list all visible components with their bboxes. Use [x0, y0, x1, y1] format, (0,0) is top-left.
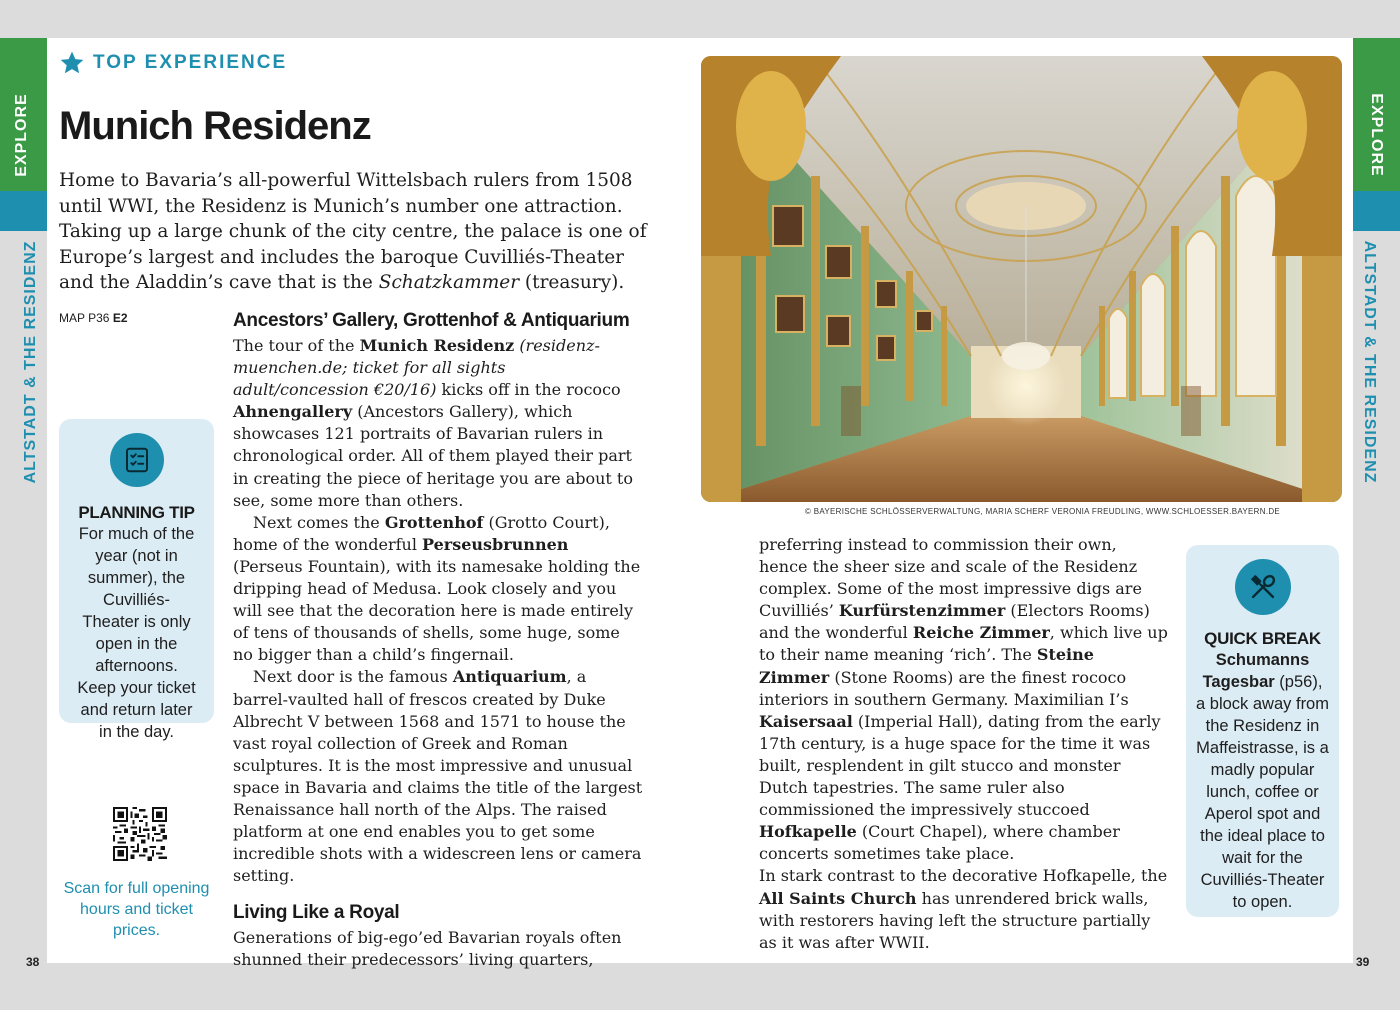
text-run: (Stone Rooms) are the finest rococo interiors in southern Germany. Maximilian I’s [759, 667, 1129, 709]
section-tab-left [0, 191, 47, 231]
paragraph [233, 666, 643, 887]
bold-term: Kaisersaal [759, 711, 853, 731]
text-run: (Electors Rooms) and the wonderful [759, 601, 1150, 643]
text-run: (Imperial Hall), dating from the early 17th century, is a huge space for the time it was built, resplendent in gilt stucco and monster Dutch tapestries. The same ruler also commissioned the impressively stuccoed [759, 711, 1161, 820]
text-run: , which live up to their name meaning ‘rich’. The [759, 623, 1168, 665]
qr-caption: Scan for full opening hours and ticket prices. [63, 880, 210, 939]
photo-credit: © BAYERISCHE SCHLÖSSERVERWALTUNG, MARIA SCHERF VERONIA FREUDLING, WWW.SCHLOESSER.BAYERN.DE [805, 507, 1281, 516]
section-heading-living: Living Like a Royal [233, 902, 400, 924]
star-icon [59, 50, 85, 76]
bold-term: Antiquarium [452, 667, 567, 687]
italic-info: (residenz-muenchen.de; ticket for all sights adult/concession €20/16) [233, 336, 600, 400]
text-run: The tour of the [233, 336, 360, 355]
top-experience-tag [59, 50, 287, 76]
planning-tip-heading: PLANNING TIP [78, 503, 195, 522]
explore-label-right: EXPLORE [1368, 93, 1385, 177]
qr-code[interactable] [113, 806, 167, 862]
text-column-1 [233, 309, 643, 972]
text-run: (Ancestors Gallery), which showcases 121 portraits of Bavarian rulers in chronological order. All of them played their part in creating the piece of heritage you are about to see, some more than others. [233, 402, 633, 510]
text-run: (Perseus Fountain), with its namesake holding the dripping head of Medusa. Look closely and you will see that the decoration here is made entirely of tens of thousands of shells, some huge, some no bigger than a child’s fingernail. [233, 556, 641, 665]
page-title: Munich Residenz [59, 104, 371, 148]
section-tab-right [1353, 191, 1400, 231]
text-run: preferring instead to commission their own, hence the sheer size and scale of the Residenz complex. Some of the most impressive digs are Cuvilliés’ [759, 535, 1142, 621]
bold-term: All Saints Church [759, 888, 917, 908]
section-label-left: ALTSTADT & THE RESIDENZ [22, 240, 39, 484]
bold-term: Hofkapelle [759, 822, 857, 842]
paragraph [759, 534, 1169, 865]
quick-break-box [1186, 545, 1339, 917]
intro-text: Home to Bavaria’s all-powerful Wittelsbach rulers from 1508 until WWI, the Residenz is Munich’s number one attraction. Taking up a large chunk of the city centre, the palace is one of Europe’s largest and includes the baroque Cuvilliés-Theater and the Aladdin’s cave that is the [59, 170, 647, 293]
text-run: (Grotto Court), home of the wonderful [233, 512, 610, 554]
quick-break-heading: QUICK BREAK [1204, 629, 1321, 648]
paragraph [233, 512, 643, 667]
bold-term: Kurfürstenzimmer [838, 601, 1006, 621]
paragraph [759, 865, 1169, 953]
bold-term: Ahnengallery [233, 402, 353, 422]
quick-break-text: (p56), a block away from the Residenz in Maffeistrasse, is a madly popular lunch, coffee or Aperol spot and the ideal place to wait for the Cuvilliés-Theater to open. [1196, 673, 1329, 911]
text-run: kicks off in the rococo [436, 380, 621, 400]
text-run: has unrendered brick walls, with restorers having left the structure partially as it was after WWII. [759, 888, 1151, 952]
fork-knife-icon [1235, 559, 1291, 615]
quick-break-body [1186, 649, 1339, 913]
section-label-right: ALTSTADT & THE RESIDENZ [1361, 240, 1378, 484]
residenz-hall-photo [701, 56, 1342, 502]
bold-term: Perseusbrunnen [422, 534, 569, 554]
bold-term: Steine Zimmer [759, 645, 1094, 687]
text-run: Next comes the [253, 512, 385, 532]
text-run: , a barrel-vaulted hall of frescos created by Duke Albrecht V between 1568 and 1571 to house the vast royal collection of Greek and Roman sculptures. It is the most impressive and unusual space in Bavaria and claims the title of the largest Renaissance hall north of the Alps. The raised platform at one end enables you to get some incredible shots with a widescreen lens or camera setting. [233, 667, 643, 886]
text-run: In stark contrast to the decorative Hofkapelle, the [759, 866, 1168, 886]
text-run: Next door is the famous [253, 667, 453, 687]
page-number-right: 39 [1356, 955, 1370, 969]
bold-term: Reiche Zimmer [912, 623, 1050, 643]
map-ref-grid: E2 [112, 311, 128, 325]
intro-italic: Schatzkammer [378, 272, 520, 293]
bold-term: Grottenhof [384, 512, 484, 532]
planning-tip-box [59, 419, 214, 741]
intro-paragraph [59, 168, 649, 296]
paragraph [233, 335, 643, 512]
bold-term: Munich Residenz [359, 336, 515, 355]
map-reference [59, 311, 128, 325]
planning-tip-body: For much of the year (not in summer), the Cuvilliés-Theater is only open in the afternoons. Keep your ticket and return later in the day. [77, 525, 196, 741]
text-column-2 [759, 534, 1169, 954]
map-ref-label: MAP P36 [59, 311, 110, 325]
paragraph: Generations of big-ego’ed Bavarian royals often shunned their predecessors’ living quarters, [233, 928, 622, 970]
explore-label-left: EXPLORE [13, 93, 30, 177]
section-heading-ancestors: Ancestors’ Gallery, Grottenhof & Antiquarium [233, 310, 630, 331]
top-experience-label: TOP EXPERIENCE [93, 52, 288, 73]
quick-break-venue: Schumanns Tagesbar [1202, 651, 1310, 691]
checklist-icon [110, 433, 164, 487]
intro-text-end: (treasury). [519, 272, 625, 293]
page-number-left: 38 [26, 955, 40, 969]
text-run: (Court Chapel), where chamber concerts sometimes take place. [759, 822, 1120, 864]
